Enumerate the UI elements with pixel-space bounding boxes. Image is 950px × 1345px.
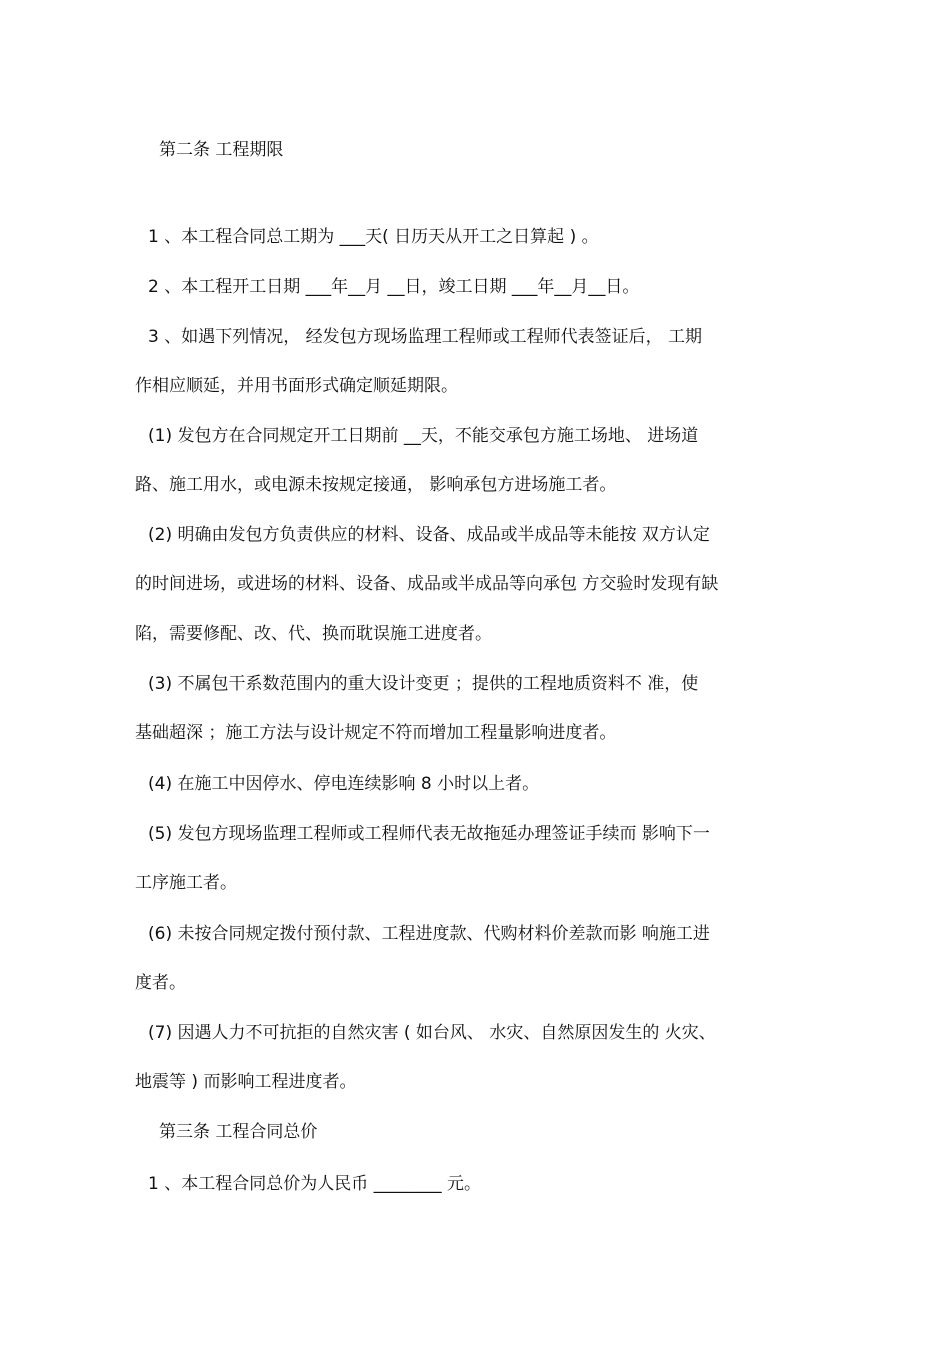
clause-6-line-1: (6) 未按合同规定拨付预付款、工程进度款、代购材料价差款而影 响施工进: [148, 924, 710, 944]
clause-2-line-1: (2) 明确由发包方负责供应的材料、设备、成品或半成品等未能按 双方认定: [148, 525, 710, 545]
clause-4-line-1: (4) 在施工中因停水、停电连续影响 8 小时以上者。: [148, 774, 540, 794]
article-2-item-1: 1 、本工程合同总工期为 ___天( 日历天从开工之日算起 ) 。: [148, 227, 599, 247]
article-3-item-1: 1 、本工程合同总价为人民币 ________ 元。: [148, 1174, 482, 1194]
article-2-item-3-line-1: 3 、如遇下列情况， 经发包方现场监理工程师或工程师代表签证后， 工期: [148, 327, 703, 347]
article-3-heading: 第三条 工程合同总价: [159, 1122, 318, 1142]
clause-5-line-1: (5) 发包方现场监理工程师或工程师代表无故拖延办理签证手续而 影响下一: [148, 824, 710, 844]
clause-7-line-1: (7) 因遇人力不可抗拒的自然灾害 ( 如台风、 水灾、自然原因发生的 火灾、: [148, 1023, 716, 1043]
clause-2-line-3: 陷，需要修配、改、代、换而耽误施工进度者。: [135, 624, 492, 644]
article-2-item-2: 2 、本工程开工日期 ___年__月 __日，竣工日期 ___年__月__日。: [148, 277, 640, 297]
clause-6-line-2: 度者。: [135, 973, 186, 993]
article-2-heading: 第二条 工程期限: [159, 140, 284, 160]
clause-3-line-2: 基础超深 ；施工方法与设计规定不符而增加工程量影响进度者。: [135, 723, 617, 743]
article-2-item-3-line-2: 作相应顺延，并用书面形式确定顺延期限。: [135, 376, 458, 396]
clause-1-line-2: 路、施工用水，或电源未按规定接通， 影响承包方进场施工者。: [135, 475, 617, 495]
clause-1-line-1: (1) 发包方在合同规定开工日期前 __天，不能交承包方施工场地、 进场道: [148, 426, 699, 446]
clause-5-line-2: 工序施工者。: [135, 873, 237, 893]
clause-3-line-1: (3) 不属包干系数范围内的重大设计变更 ；提供的工程地质资料不 准，使: [148, 674, 699, 694]
clause-2-line-2: 的时间进场，或进场的材料、设备、成品或半成品等向承包 方交验时发现有缺: [135, 574, 719, 594]
clause-7-line-2: 地震等 ) 而影响工程进度者。: [135, 1072, 357, 1092]
